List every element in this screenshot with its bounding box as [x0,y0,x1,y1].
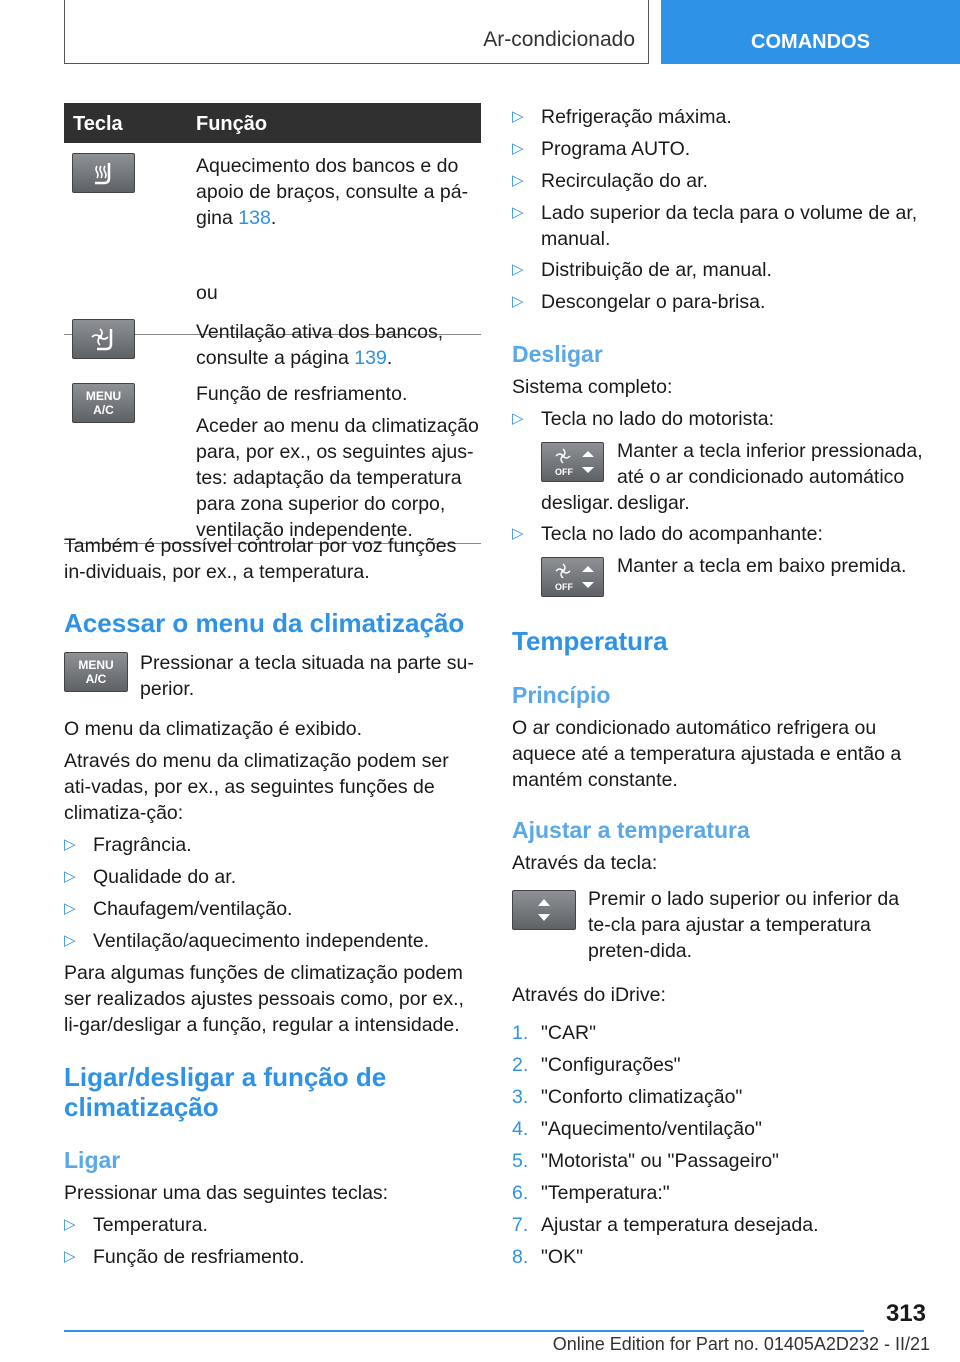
step-item: 4. "Aquecimento/ventilação" [512,1118,762,1140]
voice-control-text: Também é possível controlar por voz funções in-dividuais, por ex., a temperatura. [64,535,457,583]
list-item: ▷ Ventilação/aquecimento independente. [64,930,430,952]
step-item: 8. "OK" [512,1246,584,1268]
off-driver-text-end: desligar. [541,492,614,514]
list-item: ▷ Chaufagem/ventilação. [64,898,293,920]
svg-text:OFF: OFF [554,582,573,592]
list-item: ▷ Fragrância. [64,834,192,856]
heading-climate-menu: Acessar o menu da climatização [64,608,465,638]
page-number: 313 [885,1300,926,1327]
list-item: ▷ Temperatura. [64,1214,208,1236]
off-system-text: Sistema completo: [512,376,673,398]
function-table [64,103,481,541]
via-idrive-text: Através do iDrive: [512,984,666,1006]
principle-text: O ar condicionado automático refrigera ou aquece até a temperatura ajustada e então a mantém constante. [512,717,902,791]
chapter-tab: COMANDOS [661,0,960,64]
temperature-rocker-icon [512,890,576,930]
list-item: ▷ Distribuição de ar, manual. [512,259,772,281]
seat-heating-icon [72,153,135,193]
via-key-text: Através da tecla: [512,852,658,874]
list-item: ▷ Tecla no lado do motorista: [512,408,775,430]
page-link-139[interactable]: 139 [354,347,387,369]
key-press-text: Premir o lado superior ou inferior da te-cla para ajustar a temperatura preten-dida. [588,888,900,962]
menu-shown-text: O menu da climatização é exibido. [64,718,363,740]
footer-divider [64,1330,864,1332]
edition-text: Online Edition for Part no. 01405A2D232 - II/21 [552,1334,930,1354]
page-link-138[interactable]: 138 [238,207,271,229]
col-key-header: Tecla [73,113,123,135]
personal-settings-text: Para algumas funções de climatização podem ser realizados ajustes pessoais como, por ex., li-gar/desligar a função, regular a intensidade. [64,962,464,1036]
step-item: 1. "CAR" [512,1022,597,1044]
list-item: ▷ Tecla no lado do acompanhante: [512,523,823,545]
off-driver-text: Manter a tecla inferior pressionada, até o ar condicionado automático desligar. [617,440,923,514]
list-item: ▷ Descongelar o para-brisa. [512,291,766,313]
svg-text:OFF: OFF [554,467,573,477]
col-function-header: Função [196,113,268,135]
list-item: ▷ Lado superior da tecla para o volume de ar, manual. [512,202,918,250]
list-item: ▷ Refrigeração máxima. [512,106,732,128]
cooling-title: Função de resfriamento. [196,383,408,405]
section-title: Ar-condicionado [483,28,635,51]
heading-principle: Princípio [512,682,611,708]
step-item: 6. "Temperatura:" [512,1182,670,1204]
table-row [64,373,481,544]
menu-functions-text: Através do menu da climatização podem ser ati-vadas, por ex., as seguintes funções de climatiza-ção: [64,750,449,824]
step-item: 2. "Configurações" [512,1054,681,1076]
heading-off: Desligar [512,341,603,367]
seat-ventilation-icon [72,319,135,359]
list-item: ▷ Recirculação do ar. [512,170,708,192]
menu-ac-key-icon: MENU A/C [64,652,128,692]
seat-heating-text: Aquecimento dos bancos e do apoio de braços, consulte a pá-gina [196,155,469,229]
list-item: ▷ Programa AUTO. [512,138,691,160]
step-item: 7. Ajustar a temperatura desejada. [512,1214,819,1236]
or-text: ou [196,282,218,304]
fan-off-key-icon [541,557,604,597]
list-item: ▷ Função de resfriamento. [64,1246,305,1268]
heading-on: Ligar [64,1147,121,1173]
cooling-text: Aceder ao menu da climatização para, por ex., os seguintes ajus-tes: adaptação da temperatura para zona superior do corpo, ventilação independente. [196,415,479,541]
on-press-text: Pressionar uma das seguintes teclas: [64,1182,389,1204]
table-header [64,103,481,143]
step-item: 3. "Conforto climatização" [512,1086,743,1108]
page-header [0,0,960,66]
seat-ventilation-text: Ventilação ativa dos bancos, consulte a página [196,321,444,369]
menu-press-text: Pressionar a tecla situada na parte su-perior. [140,652,474,700]
fan-off-key-icon [541,442,604,482]
heading-on-off: Ligar/desligar a função de climatização [64,1062,387,1122]
off-passenger-text: Manter a tecla em baixo premida. [617,555,907,577]
list-item: ▷ Qualidade do ar. [64,866,237,888]
menu-ac-key-icon: MENU A/C [72,383,135,423]
heading-adjust-temperature: Ajustar a temperatura [512,817,750,843]
table-row: Aquecimento dos bancos e do apoio de braços, consulte a pá-gina 138. ou Ventilação ativa dos bancos, consulte a página 139. [64,143,481,335]
step-item: 5. "Motorista" ou "Passageiro" [512,1150,779,1172]
heading-temperature: Temperatura [512,626,668,656]
